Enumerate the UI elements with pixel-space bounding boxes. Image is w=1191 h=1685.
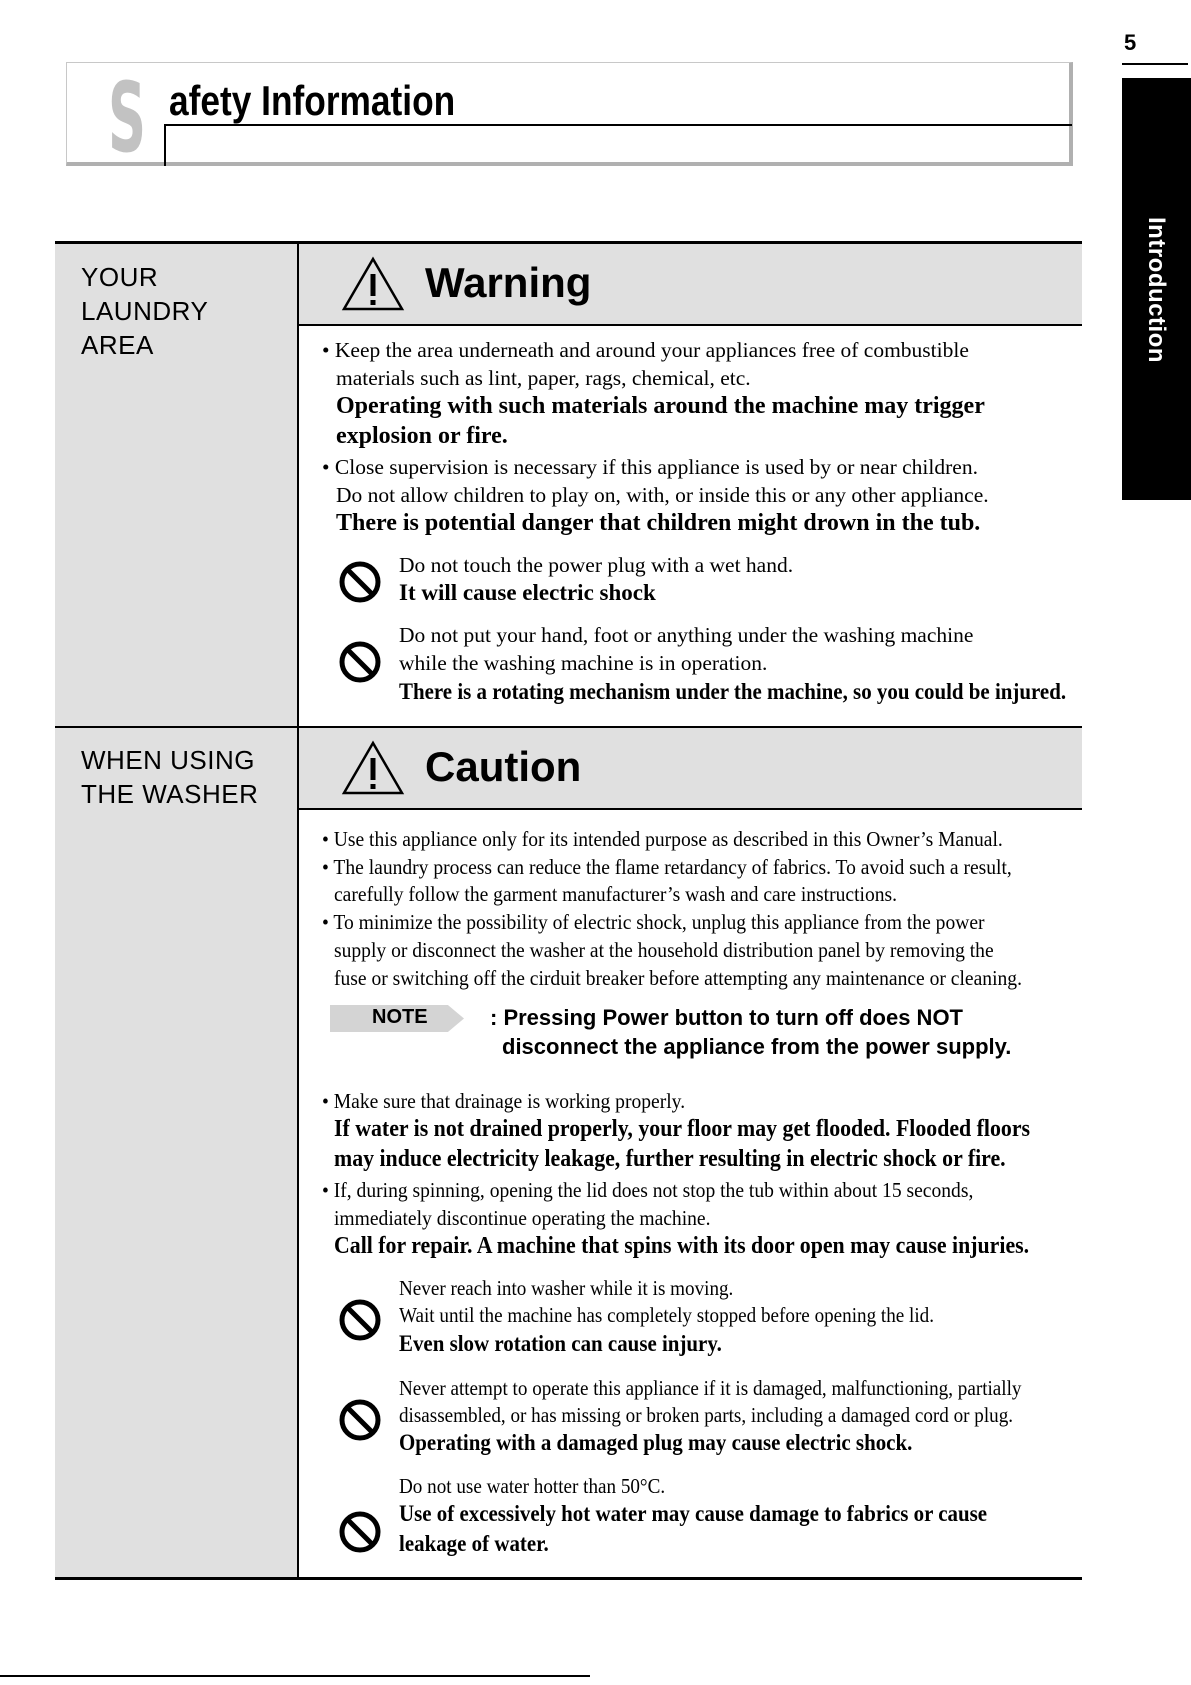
- label-column: [55, 244, 299, 1577]
- caution-prohibit-1-line-2: Wait until the machine has completely stopped before opening the lid.: [399, 1303, 934, 1327]
- warning-band: [299, 244, 1082, 326]
- section-label-line: AREA: [81, 330, 154, 360]
- page-number-rule: [1122, 63, 1188, 65]
- note-line-2: disconnect the appliance from the power supply.: [502, 1034, 1012, 1059]
- caution-prohibit-2-bold: Operating with a damaged plug may cause electric shock.: [399, 1430, 913, 1455]
- prohibited-icon: [338, 640, 382, 684]
- caution-prohibit-3-bold-1: Use of excessively hot water may cause damage to fabrics or cause: [399, 1501, 988, 1526]
- caution-bullet-2-line-2: carefully follow the garment manufacturer’s wash and care instructions.: [334, 882, 898, 906]
- section-label-using-washer: [81, 743, 258, 811]
- caution-prohibit-3-bold-2: leakage of water.: [399, 1531, 549, 1556]
- warning-bullet-2-bold: There is potential danger that children might drown in the tub.: [336, 510, 981, 536]
- caution-bullet-3-line-2: supply or disconnect the washer at the household distribution panel by removing the: [334, 938, 994, 962]
- caution-triangle-icon: [341, 740, 405, 796]
- warning-title: Warning: [425, 259, 592, 306]
- warning-prohibit-2-line-1: Do not put your hand, foot or anything under the washing machine: [399, 623, 974, 647]
- caution-bullet-4: • Make sure that drainage is working properly.: [322, 1089, 686, 1113]
- caution-bullet-5-bold: Call for repair. A machine that spins with its door open may cause injuries.: [334, 1233, 1030, 1259]
- footer-line: [0, 1675, 590, 1677]
- section-label-line: WHEN USING: [81, 745, 255, 775]
- side-tab-label: Introduction: [1143, 217, 1170, 363]
- warning-prohibit-1-line-1: Do not touch the power plug with a wet hand.: [399, 553, 794, 577]
- note-badge-label: NOTE: [372, 1006, 428, 1028]
- note-line-1: : Pressing Power button to turn off does NOT: [490, 1005, 963, 1030]
- caution-bullet-2-line-1: • The laundry process can reduce the flame retardancy of fabrics. To avoid such a result,: [322, 855, 1012, 879]
- caution-bullet-4-bold-2: may induce electricity leakage, further resulting in electric shock or fire.: [334, 1146, 1006, 1172]
- caution-prohibit-3-line-1: Do not use water hotter than 50°C.: [399, 1474, 666, 1498]
- warning-bullet-1-line-1: • Keep the area underneath and around your appliances free of combustible: [322, 338, 969, 362]
- caution-band: [299, 728, 1082, 810]
- page-title: afety Information: [169, 77, 456, 124]
- caution-prohibit-2-line-2: disassembled, or has missing or broken parts, including a damaged cord or plug.: [399, 1403, 1014, 1427]
- warning-bullet-1-line-2: materials such as lint, paper, rags, chemical, etc.: [336, 366, 751, 390]
- section-label-line: THE WASHER: [81, 779, 259, 809]
- caution-bullet-4-bold-1: If water is not drained properly, your floor may get flooded. Flooded floors: [334, 1116, 1031, 1142]
- caution-bullet-5-line-1: • If, during spinning, opening the lid does not stop the tub within about 15 seconds,: [322, 1178, 974, 1202]
- caution-bullet-1: • Use this appliance only for its intended purpose as described in this Owner’s Manual.: [322, 827, 1003, 851]
- warning-bullet-2-line-2: Do not allow children to play on, with, or inside this or any other appliance.: [336, 483, 989, 507]
- caution-bullet-5-line-2: immediately discontinue operating the machine.: [334, 1206, 711, 1230]
- warning-bullet-2-line-1: • Close supervision is necessary if this appliance is used by or near children.: [322, 455, 978, 479]
- header-tick: [164, 124, 166, 166]
- section-label-line: LAUNDRY: [81, 296, 209, 326]
- prohibited-icon: [338, 1398, 382, 1442]
- section-label-line: YOUR: [81, 262, 159, 292]
- header-underline: [164, 124, 1072, 126]
- warning-prohibit-2-line-2: while the washing machine is in operation.: [399, 651, 768, 675]
- caution-prohibit-2-line-1: Never attempt to operate this appliance if it is damaged, malfunctioning, partially: [399, 1376, 1022, 1400]
- section-label-laundry-area: [81, 260, 208, 362]
- prohibited-icon: [338, 560, 382, 604]
- prohibited-icon: [338, 1510, 382, 1554]
- page-number: 5: [1124, 30, 1137, 55]
- caution-prohibit-1-bold: Even slow rotation can cause injury.: [399, 1331, 722, 1356]
- caution-bullet-3-line-3: fuse or switching off the cirduit breaker before attempting any maintenance or cleaning.: [334, 966, 1022, 990]
- header-initial: S: [108, 62, 147, 174]
- caution-prohibit-1-line-1: Never reach into washer while it is moving.: [399, 1276, 734, 1300]
- warning-prohibit-1-bold: It will cause electric shock: [399, 580, 656, 605]
- caution-title: Caution: [425, 743, 582, 790]
- warning-bullet-1-bold-2: explosion or fire.: [336, 423, 508, 449]
- warning-bullet-1-bold-1: Operating with such materials around the machine may trigger: [336, 393, 985, 419]
- prohibited-icon: [338, 1298, 382, 1342]
- warning-prohibit-2-bold: There is a rotating mechanism under the machine, so you could be injured.: [399, 679, 1067, 704]
- warning-triangle-icon: [341, 256, 405, 312]
- caution-bullet-3-line-1: • To minimize the possibility of electric shock, unplug this appliance from the power: [322, 910, 985, 934]
